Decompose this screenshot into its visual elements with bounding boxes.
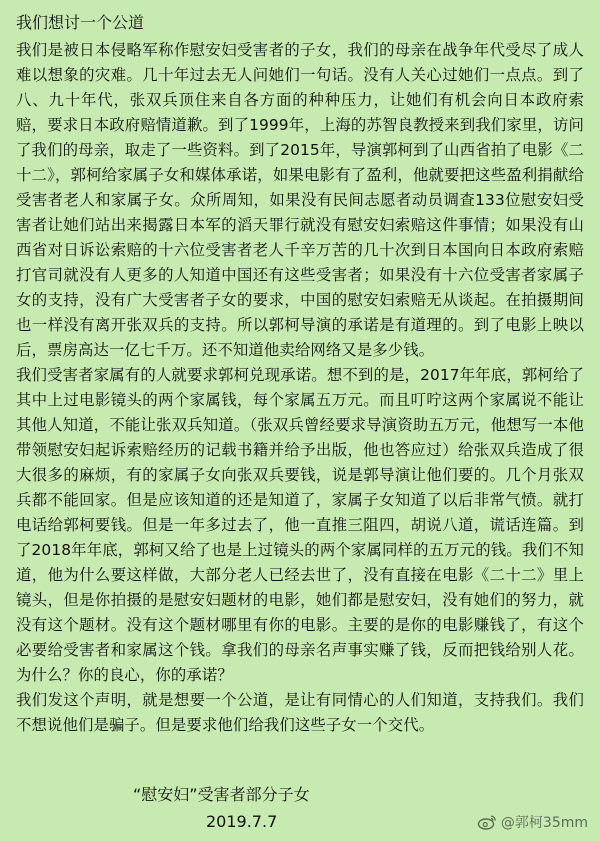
weibo-watermark xyxy=(477,812,588,832)
document-body xyxy=(16,38,584,738)
paragraph-3: 我们发这个声明，就是想要一个公道，是让有同情心的人们知道，支持我们。我们不想说他们是骗子。但是要求他们给我们这些子女一个交代。 xyxy=(16,691,584,734)
document-title: 我们想讨一个公道 xyxy=(16,13,145,32)
signature-date: 2019.7.7 xyxy=(206,812,278,831)
signature: “慰安妇”受害者部分子女 xyxy=(133,785,310,804)
paragraph-1: 我们是被日本侵略军称作慰安妇受害者的子女，我们的母亲在战争年代受尽了成人难以想象的灾难。几十年过去无人问她们一句话。没有人关心过她们一点点。到了八、九十年代，张双兵顶住来自各方面的种种压力，让她们有机会向日本政府索赔，要求日本政府赔情道歉。到了1999年，上海的苏智良教授来到我们家里，访问了我们的母亲，取走了一些资料。到了2015年，导演郭柯到了山西省拍了电影《二十二》，郭柯给家属子女和媒体承诺，如果电影有了盈利，他就要把这些盈利捐献给受害者老人和家属子女。众所周知，如果没有民间志愿者动员调查133位慰安妇受害者让她们站出来揭露日本军的滔天罪行就没有慰安妇索赔这件事情；如果没有山西省对日诉讼索赔的十六位受害者老人千辛万苦的几十次到日本国向日本政府索赔打官司就没有人更多的人知道中国还有这些受害者；如果没有十六位受害者家属子女的支持，没有广大受害者子女的要求，中国的慰安妇索赔无从谈起。在拍摄期间也一样没有离开张双兵的支持。所以郭柯导演的承诺是有道理的。到了电影上映以后，票房高达一亿七千万。还不知道他卖给网络又是多少钱。 xyxy=(16,41,584,359)
paragraph-2: 我们受害者家属有的人就要求郭柯兑现承诺。想不到的是，2017年年底，郭柯给了其中上过电影镜头的两个家属钱，每个家属五万元。而且叮咛这两个家属说不能让其他人知道，不能让张双兵知道。（张双兵曾经要求导演资助五万元，他想写一本他带领慰安妇起诉索赔经历的记载书籍并给予出版，他也答应过）给张双兵造成了很大很多的麻烦，有的家属子女向张双兵要钱，说是郭导演让他们要的。几个月张双兵都不能回家。但是应该知道的还是知道了，家属子女知道了以后非常气愤。就打电话给郭柯要钱。但是一年多过去了，他一直推三阻四，胡说八道，谎话连篇。到了2018年年底，郭柯又给了也是上过镜头的两个家属同样的五万元的钱。我们不知道，他为什么要这样做，大部分老人已经去世了，没有直接在电影《二十二》里上镜头，但是你拍摄的是慰安妇题材的电影，她们都是慰安妇，没有她们的努力，就没有这个题材。没有这个题材哪里有你的电影。主要的是你的电影赚钱了，有这个必要给受害者和家属这个钱。拿我们的母亲名声事实赚了钱，反而把钱给别人花。为什么？你的良心，你的承诺？ xyxy=(16,366,584,684)
weibo-icon xyxy=(477,814,497,830)
watermark-text: @郭柯35mm xyxy=(500,815,588,831)
